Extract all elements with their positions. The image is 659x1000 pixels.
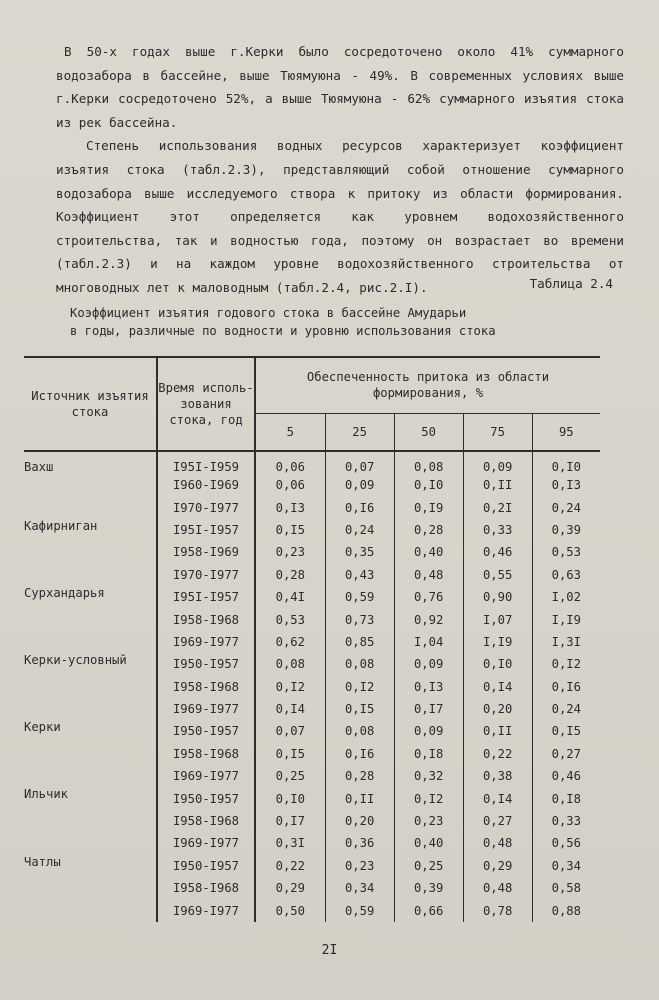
- row-period: I969-I977: [157, 832, 255, 854]
- cell-value: 0,46: [463, 541, 532, 563]
- cell-value: 0,II: [463, 474, 532, 496]
- cell-value: 0,28: [255, 564, 325, 586]
- caption-line-1: Коэффициент изъятия годового стока в бассейне Амударьи: [70, 306, 467, 320]
- cell-value: 0,09: [463, 451, 532, 474]
- row-period: I970-I977: [157, 496, 255, 518]
- cell-value: 0,I2: [325, 676, 394, 698]
- row-period: I958-I968: [157, 877, 255, 899]
- data-table: [24, 356, 600, 922]
- cell-value: 0,35: [325, 541, 394, 563]
- paragraph-2: Степень использования водных ресурсов характеризует коэффициент изъятия стока (табл.2.3), представляющий собой отношение суммарного водозабора выше исследуемого створа к притоку из области формирования. Коэффициент этот определяется как уровнем водохозяйственного строительства, так и водностью года, поэтому он возрастает во времени (табл.2.3) и на каждом уровне водохозяйственного строительства от многоводных лет к маловодным (табл.2.4, рис.2.I).: [56, 138, 624, 295]
- cell-value: 0,78: [463, 899, 532, 921]
- header-p-50: 50: [394, 413, 463, 451]
- cell-value: 0,06: [255, 474, 325, 496]
- cell-value: 0,43: [325, 564, 394, 586]
- header-p-5: 5: [255, 413, 325, 451]
- cell-value: 0,22: [255, 855, 325, 877]
- cell-value: 0,27: [551, 746, 581, 761]
- cell-value: 0,06: [255, 451, 325, 474]
- cell-value: 0,23: [394, 810, 463, 832]
- cell-value: 0,I3: [551, 478, 581, 493]
- row-period: I950-I957: [157, 720, 255, 742]
- row-period: I95I-I959: [157, 451, 255, 474]
- row-period: I95I-I957: [157, 586, 255, 608]
- cell-value: 0,34: [325, 877, 394, 899]
- cell-value: 0,I4: [463, 787, 532, 809]
- header-p-95: 95: [532, 413, 600, 451]
- cell-value: 0,09: [394, 653, 463, 675]
- cell-value: 0,I7: [394, 698, 463, 720]
- cell-value: 0,I0: [255, 787, 325, 809]
- cell-value: 0,4I: [255, 586, 325, 608]
- cell-value: 0,27: [463, 810, 532, 832]
- row-period: I950-I957: [157, 787, 255, 809]
- cell-value: 0,I3: [255, 496, 325, 518]
- cell-value: 0,29: [255, 877, 325, 899]
- cell-value: 0,85: [325, 631, 394, 653]
- cell-value: 0,55: [463, 564, 532, 586]
- row-period: I950-I957: [157, 653, 255, 675]
- cell-value: 0,3I: [255, 832, 325, 854]
- caption-line-2: в годы, различные по водности и уровню использования стока: [70, 324, 496, 338]
- cell-value: 0,08: [325, 653, 394, 675]
- cell-value: 0,32: [394, 765, 463, 787]
- cell-value: 0,39: [394, 877, 463, 899]
- cell-value: 0,I0: [394, 474, 463, 496]
- cell-value: 0,I0: [551, 460, 581, 474]
- cell-value: 0,73: [325, 608, 394, 630]
- cell-value: 0,20: [463, 698, 532, 720]
- row-source: Керки: [24, 720, 157, 787]
- table-row: [24, 451, 600, 474]
- table-row: [24, 519, 600, 541]
- cell-value: 0,23: [255, 541, 325, 563]
- row-period: I958-I968: [157, 810, 255, 832]
- cell-value: 0,II: [463, 720, 532, 742]
- table-caption: [70, 304, 610, 340]
- cell-value: 0,62: [255, 631, 325, 653]
- cell-value: 0,38: [463, 765, 532, 787]
- cell-value: 0,59: [325, 899, 394, 921]
- table-row: [24, 720, 600, 742]
- header-probability: Обеспеченность притока из области формирования, %: [255, 357, 600, 413]
- cell-value: 0,I5: [325, 698, 394, 720]
- cell-value: 0,08: [255, 653, 325, 675]
- paragraph-1: В 50-х годах выше г.Керки было сосредоточено около 41% суммарного водозабора в бассейне, выше Тюямуюна - 49%. В современных условиях выше г.Керки сосредоточено 52%, а выше Тюямуюна - 62% суммарного изъятия стока из рек бассейна.: [56, 44, 624, 130]
- cell-value: 0,58: [551, 881, 581, 896]
- cell-value: 0,59: [325, 586, 394, 608]
- cell-value: 0,92: [394, 608, 463, 630]
- cell-value: 0,I5: [255, 743, 325, 765]
- cell-value: 0,I9: [394, 496, 463, 518]
- row-period: I958-I969: [157, 541, 255, 563]
- row-period: I95I-I957: [157, 519, 255, 541]
- cell-value: 0,24: [551, 702, 581, 717]
- cell-value: 0,39: [551, 522, 581, 537]
- cell-value: 0,48: [463, 877, 532, 899]
- cell-value: 0,76: [394, 586, 463, 608]
- table-row: [24, 653, 600, 675]
- cell-value: 0,33: [463, 519, 532, 541]
- cell-value: 0,28: [394, 519, 463, 541]
- cell-value: 0,50: [255, 899, 325, 921]
- row-source: Кафирниган: [24, 519, 157, 586]
- row-period: I970-I977: [157, 564, 255, 586]
- cell-value: 0,I5: [551, 724, 581, 739]
- cell-value: 0,48: [463, 832, 532, 854]
- cell-value: 0,I2: [551, 657, 581, 672]
- row-source: Керки-условный: [24, 653, 157, 720]
- cell-value: 0,08: [394, 451, 463, 474]
- row-period: I960-I969: [157, 474, 255, 496]
- header-p-75: 75: [463, 413, 532, 451]
- row-period: I958-I968: [157, 743, 255, 765]
- cell-value: 0,36: [325, 832, 394, 854]
- table-number: Таблица 2.4: [529, 276, 613, 291]
- cell-value: 0,08: [325, 720, 394, 742]
- row-period: I969-I977: [157, 631, 255, 653]
- row-period: I969-I977: [157, 765, 255, 787]
- header-p-25: 25: [325, 413, 394, 451]
- cell-value: 0,63: [551, 567, 581, 582]
- row-period: I958-I968: [157, 608, 255, 630]
- cell-value: 0,07: [255, 720, 325, 742]
- cell-value: 0,I2: [255, 676, 325, 698]
- row-source: Чатлы: [24, 855, 157, 922]
- row-period: I958-I968: [157, 676, 255, 698]
- cell-value: 0,I2: [394, 787, 463, 809]
- cell-value: 0,34: [551, 858, 581, 873]
- cell-value: 0,I6: [551, 679, 581, 694]
- table-body: [24, 451, 600, 922]
- page-number: 2I: [321, 943, 338, 958]
- cell-value: 0,I4: [255, 698, 325, 720]
- body-text: [56, 40, 624, 300]
- cell-value: 0,I3: [394, 676, 463, 698]
- cell-value: 0,I6: [325, 743, 394, 765]
- row-period: I969-I977: [157, 698, 255, 720]
- cell-value: I,04: [394, 631, 463, 653]
- cell-value: I,07: [463, 608, 532, 630]
- cell-value: 0,I5: [255, 519, 325, 541]
- cell-value: 0,25: [394, 855, 463, 877]
- header-time: Время исполь- зования стока, год: [157, 357, 255, 451]
- cell-value: I,I9: [551, 612, 581, 627]
- cell-value: 0,40: [394, 832, 463, 854]
- cell-value: 0,09: [325, 474, 394, 496]
- row-period: I950-I957: [157, 855, 255, 877]
- cell-value: 0,33: [551, 814, 581, 829]
- cell-value: 0,22: [463, 743, 532, 765]
- header-source: Источник изъятия стока: [24, 357, 157, 451]
- cell-value: 0,23: [325, 855, 394, 877]
- cell-value: 0,07: [325, 451, 394, 474]
- cell-value: 0,90: [463, 586, 532, 608]
- row-source: Сурхандарья: [24, 586, 157, 653]
- table-row: [24, 586, 600, 608]
- cell-value: I,02: [551, 590, 581, 605]
- cell-value: 0,40: [394, 541, 463, 563]
- cell-value: I,3I: [551, 634, 581, 649]
- row-source: Вахш: [24, 451, 157, 519]
- cell-value: 0,II: [325, 787, 394, 809]
- cell-value: I,I9: [463, 631, 532, 653]
- cell-value: 0,I4: [463, 676, 532, 698]
- cell-value: 0,I8: [551, 791, 581, 806]
- cell-value: 0,46: [551, 769, 581, 784]
- table-row: [24, 787, 600, 809]
- cell-value: 0,I0: [463, 653, 532, 675]
- cell-value: 0,29: [463, 855, 532, 877]
- row-period: I969-I977: [157, 899, 255, 921]
- cell-value: 0,53: [551, 545, 581, 560]
- cell-value: 0,20: [325, 810, 394, 832]
- cell-value: 0,09: [394, 720, 463, 742]
- cell-value: 0,56: [551, 836, 581, 851]
- cell-value: 0,88: [551, 903, 581, 918]
- cell-value: 0,28: [325, 765, 394, 787]
- cell-value: 0,I8: [394, 743, 463, 765]
- table-row: [24, 855, 600, 877]
- cell-value: 0,53: [255, 608, 325, 630]
- cell-value: 0,25: [255, 765, 325, 787]
- cell-value: 0,48: [394, 564, 463, 586]
- cell-value: 0,2I: [463, 496, 532, 518]
- cell-value: 0,24: [551, 500, 581, 515]
- cell-value: 0,I6: [325, 496, 394, 518]
- cell-value: 0,I7: [255, 810, 325, 832]
- cell-value: 0,66: [394, 899, 463, 921]
- row-source: Ильчик: [24, 787, 157, 854]
- cell-value: 0,24: [325, 519, 394, 541]
